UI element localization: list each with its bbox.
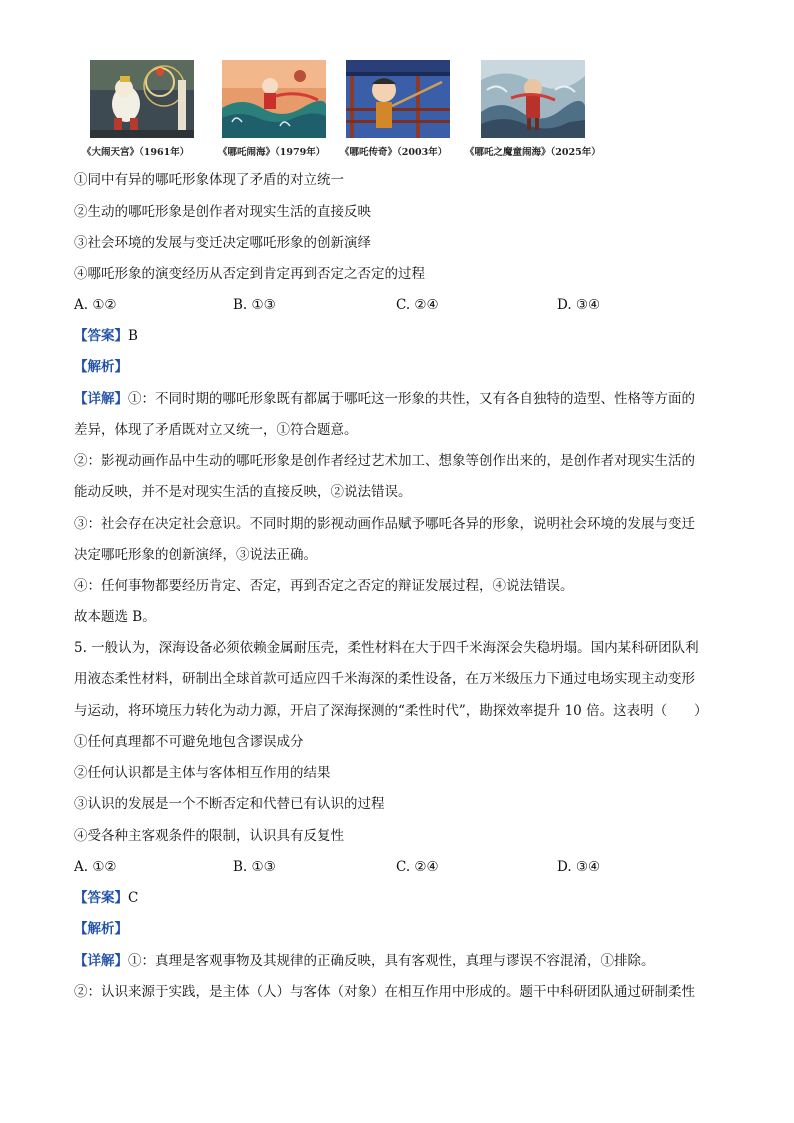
figure-caption: 《哪吒之魔童闹海》（2025年） [465, 147, 601, 158]
nezha-sea-painting-icon [222, 60, 326, 138]
q5-stem-line: 与运动，将环境压力转化为动力源，开启了深海探测的“柔性时代”，勘探效率提升 10 倍。这表明（ ） [74, 703, 708, 719]
figure-4 [465, 60, 601, 158]
detail-tag: 【详解】 [74, 953, 128, 969]
figure-row [84, 60, 624, 160]
nezha-demon-child-painting-icon [481, 60, 585, 138]
q4-detail-line: ④：任何事物都要经历肯定、否定，再到否定之否定的辩证发展过程，④说法错误。 [74, 578, 574, 594]
analysis-tag: 【解析】 [74, 921, 128, 937]
answer-tag: 【答案】 [74, 328, 128, 344]
q4-detail-line: 能动反映，并不是对现实生活的直接反映，②说法错误。 [74, 484, 412, 500]
figure-1 [82, 60, 194, 158]
q5-option: ①任何真理都不可避免地包含谬误成分 [74, 734, 304, 750]
q5-detail-line [74, 952, 655, 970]
q4-analysis-heading [74, 358, 128, 376]
q4-detail-line: 差异，体现了矛盾既对立又统一，①符合题意。 [74, 422, 358, 438]
figure-2 [218, 60, 326, 158]
figure-3 [340, 60, 450, 158]
q4-option: ③社会环境的发展与变迁决定哪吒形象的创新演绎 [74, 235, 371, 251]
q4-detail-line [74, 390, 695, 408]
q4-choice-b: B. ①③ [233, 297, 276, 313]
q4-choice-a: A. ①② [74, 297, 117, 313]
q4-option: ①同中有异的哪吒形象体现了矛盾的对立统一 [74, 172, 344, 188]
q4-choice-c: C. ②④ [396, 297, 439, 313]
answer-value: B [128, 328, 138, 344]
figure-caption: 《哪吒闹海》（1979年） [218, 147, 326, 158]
q5-answer [74, 889, 138, 907]
q5-stem-line: 用液态柔性材料，研制出全球首款可适应四千米海深的柔性设备，在万米级压力下通过电场实现主动变形 [74, 671, 695, 687]
figure-caption: 《哪吒传奇》（2003年） [340, 147, 448, 158]
q5-analysis-heading [74, 920, 128, 938]
q4-detail-line: ②：影视动画作品中生动的哪吒形象是创作者经过艺术加工、想象等创作出来的，是创作者对现实生活的 [74, 453, 695, 469]
detail-tag: 【详解】 [74, 391, 128, 407]
q4-conclusion: 故本题选 B。 [74, 609, 156, 625]
q5-option: ③认识的发展是一个不断否定和代替已有认识的过程 [74, 796, 385, 812]
detail-text: ①：不同时期的哪吒形象既有都属于哪吒这一形象的共性，又有各自独特的造型、性格等方面的 [128, 391, 695, 407]
q4-option: ④哪吒形象的演变经历从否定到肯定再到否定之否定的过程 [74, 266, 425, 282]
analysis-tag: 【解析】 [74, 359, 128, 375]
q5-stem-line: 5. 一般认为，深海设备必须依赖金属耐压壳，柔性材料在大于四千米海深会失稳坍塌。国内某科研团队利 [74, 640, 699, 656]
q5-choice-b: B. ①③ [233, 859, 276, 875]
q5-detail-line: ②：认识来源于实践，是主体（人）与客体（对象）在相互作用中形成的。题干中科研团队通过研制柔性 [74, 984, 695, 1000]
answer-value: C [128, 890, 139, 906]
q4-detail-line: 决定哪吒形象的创新演绎，③说法正确。 [74, 547, 317, 563]
figure-caption: 《大闹天宫》（1961年） [82, 147, 190, 158]
q5-option: ④受各种主客观条件的限制，认识具有反复性 [74, 828, 344, 844]
q5-choice-a: A. ①② [74, 859, 117, 875]
answer-tag: 【答案】 [74, 890, 128, 906]
nezha-legend-painting-icon [346, 60, 450, 138]
detail-text: ①：真理是客观事物及其规律的正确反映，具有客观性，真理与谬误不容混淆，①排除。 [128, 953, 655, 969]
q5-option: ②任何认识都是主体与客体相互作用的结果 [74, 765, 331, 781]
q5-choice-d: D. ③④ [557, 859, 601, 875]
q4-option: ②生动的哪吒形象是创作者对现实生活的直接反映 [74, 204, 371, 220]
q5-choice-c: C. ②④ [396, 859, 439, 875]
monkey-king-painting-icon [90, 60, 194, 138]
q4-answer [74, 327, 138, 345]
q4-detail-line: ③：社会存在决定社会意识。不同时期的影视动画作品赋予哪吒各异的形象，说明社会环境的发展与变迁 [74, 516, 695, 532]
q4-choice-d: D. ③④ [557, 297, 601, 313]
